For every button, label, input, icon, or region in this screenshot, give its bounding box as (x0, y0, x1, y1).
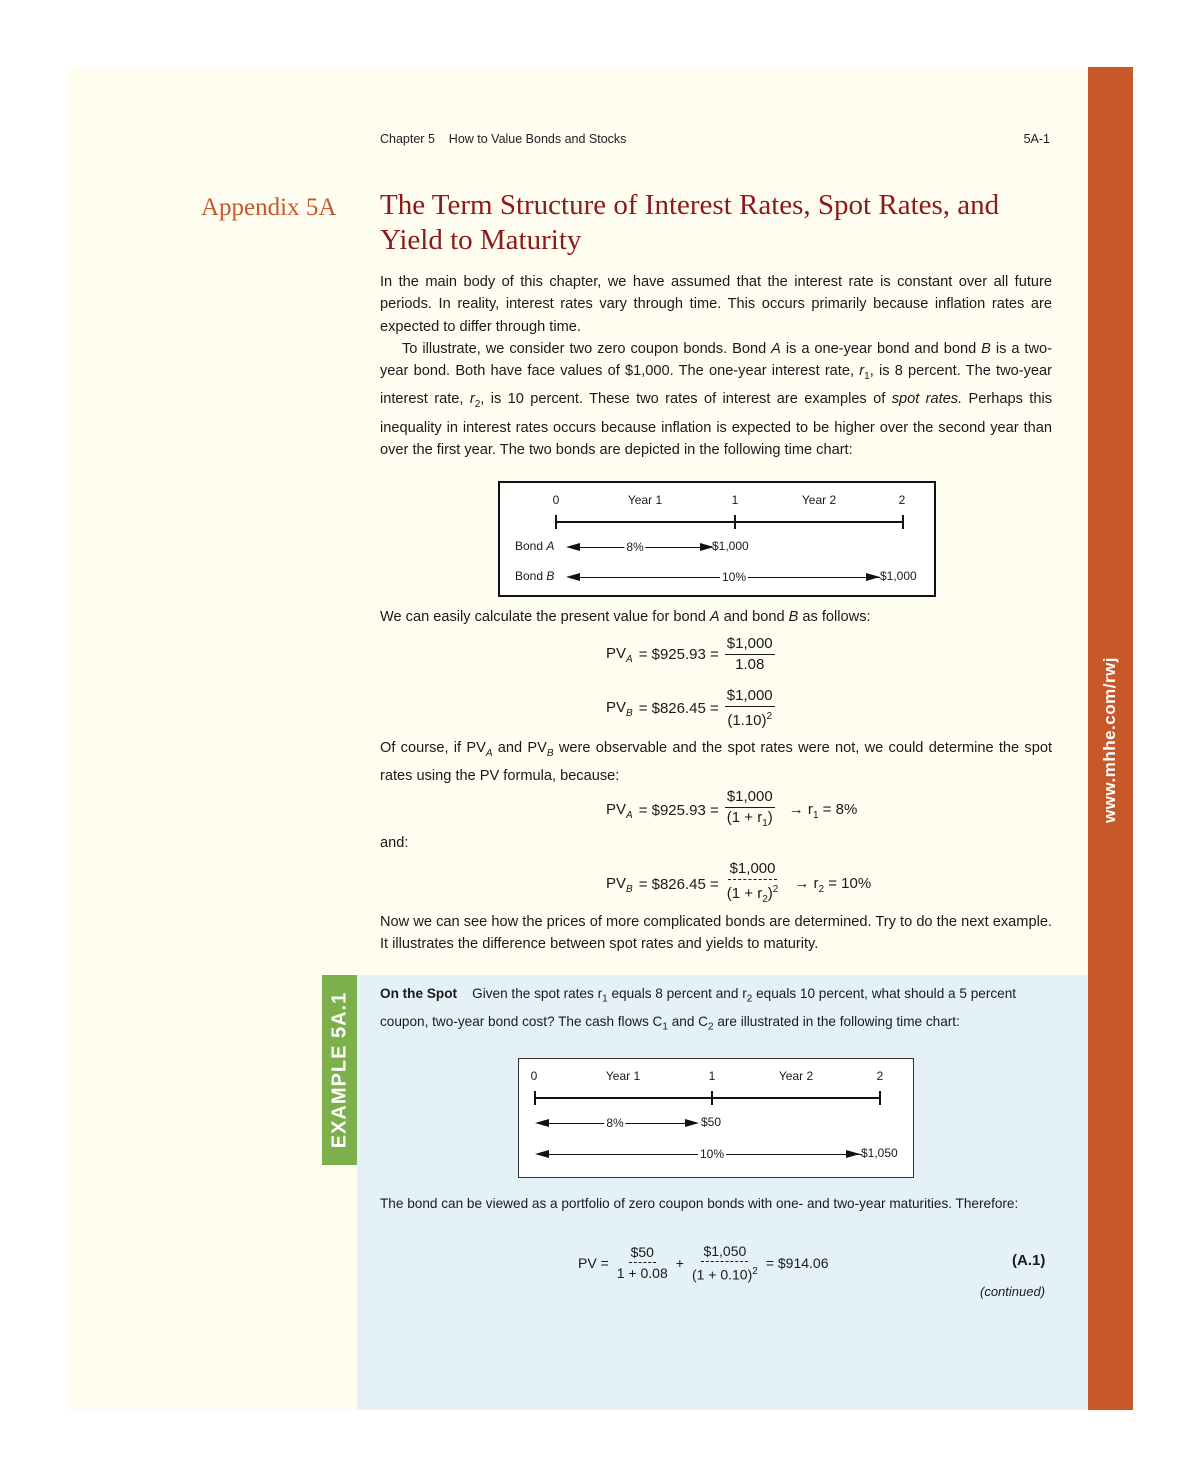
equation-a1: PV = $\frac{\$50}{1 + 0.08}$ + $\frac{\$1,050}{(1 + 0.10)^2}$ = $914.06 (578, 1243, 829, 1283)
running-head-text: Chapter 5 How to Value Bonds and Stocks (380, 132, 627, 146)
paragraph-3: We can easily calculate the present value for bond A and bond B as follows: (380, 609, 871, 625)
tick (879, 1091, 881, 1105)
bond-b-value: $1,000 (880, 569, 917, 583)
page-number: 5A-1 (1023, 132, 1050, 146)
paragraph-2: To illustrate, we consider two zero coupon bonds. Bond A is a one-year bond and bond B is a two-year bond. Both have face values of $1,000. The one-year interest rate, $r_1$, is 8 percent. The two-year interest rate, $r_2$, is 10 percent. These two rates of interest are examples of spot rates. Perhaps this inequality in interest rates occurs because inflation is expected to be higher over the second year than over the first year. The two bonds are depicted in the following time chart: (380, 340, 1053, 458)
page-title: The Term Structure of Interest Rates, Spot Rates, and Yield to Maturity (380, 189, 1000, 256)
equation-number: (A.1) (1012, 1252, 1046, 1269)
tick-label: Year 1 (627, 493, 663, 507)
equation-spot-r2: $PV_B$ = $826.45 = $\frac{\$1,000}{(1 + r_2)^2}$ → $r_2 = 10\%$ (606, 860, 872, 905)
tick-label: Year 1 (605, 1069, 641, 1083)
tick-label: 2 (876, 1069, 884, 1083)
tick-label: Year 2 (778, 1069, 814, 1083)
year1-rate: 8% (606, 1116, 624, 1130)
time-axis (534, 1097, 881, 1099)
running-head (380, 132, 1050, 146)
tick (534, 1091, 536, 1105)
transition-text (380, 911, 1052, 956)
spot-rate-text (380, 737, 1052, 788)
time-axis (555, 521, 904, 523)
intro-text (380, 271, 1052, 461)
tick-label: Year 2 (801, 493, 837, 507)
arrow-right-icon (846, 1150, 860, 1158)
example-question: On the Spot Given the spot rates $r_1$ equals 8 percent and $r_2$ equals 10 percent, what should a 5 percent coupon, two-year bond cost? The cash flows $C_1$ and $C_2$ are illustrated in the following time chart: (380, 986, 1017, 1033)
tick-label: 1 (731, 493, 739, 507)
example-heading: On the Spot (380, 986, 458, 1001)
paragraph-1: In the main body of this chapter, we have assumed that the interest rate is constant over all future periods. In reality, interest rates vary through time. This occurs primarily because inflation rates are expected to differ through time. (380, 274, 1052, 335)
equation-pv-b: $PV_B$ = $826.45 = $\frac{\$1,000}{(1.10)^2}$ (606, 687, 773, 729)
bond-b-label: Bond B (515, 569, 555, 583)
and-text: and: (380, 835, 409, 851)
year2-rate: 10% (699, 1147, 725, 1161)
tick-label: 0 (530, 1069, 538, 1083)
pv-intro (380, 606, 1052, 628)
arrow-right-icon (866, 573, 880, 581)
arrow-right-icon (685, 1119, 699, 1127)
example-text-2: The bond can be viewed as a portfolio of zero coupon bonds with one- and two-year maturities. Therefore: (380, 1196, 1019, 1211)
year2-value: $1,050 (861, 1146, 898, 1160)
appendix-label: Appendix 5A (201, 194, 337, 221)
equation-pv-a: $PV_A$ = $925.93 = $\frac{\$1,000}{1.08}$ (606, 635, 773, 673)
tick (711, 1091, 713, 1105)
tick-label: 0 (552, 493, 560, 507)
tick (902, 515, 904, 529)
tick (734, 515, 736, 529)
paragraph-5: Now we can see how the prices of more complicated bonds are determined. Try to do the next example. It illustrates the difference between spot rates and yields to maturity. (380, 914, 1052, 953)
year1-value: $50 (701, 1115, 722, 1129)
example-tag: EXAMPLE 5A.1 (322, 975, 357, 1165)
sidebar-url: www.mhhe.com/rwj (1100, 656, 1119, 824)
bond-a-label: Bond A (515, 539, 555, 553)
paragraph-4: Of course, if $PV_A$ and $PV_B$ were observable and the spot rates were not, we could determine the spot rates using the PV formula, because: (380, 740, 1052, 785)
bond-time-chart (498, 481, 936, 597)
continued-note: (continued) (980, 1284, 1046, 1299)
tick-label: 2 (898, 493, 906, 507)
tick-label: 1 (708, 1069, 716, 1083)
bond-a-value: $1,000 (712, 539, 749, 553)
example-text (380, 983, 1052, 1038)
cash-flow-time-chart (518, 1058, 914, 1178)
bond-a-rate: 8% (626, 540, 644, 554)
bond-b-rate: 10% (721, 570, 747, 584)
equation-spot-r1: $PV_A$ = $925.93 = $\frac{\$1,000}{(1 + r_1)}$ → $r_1 = 8\%$ (606, 788, 858, 829)
tick (555, 515, 557, 529)
